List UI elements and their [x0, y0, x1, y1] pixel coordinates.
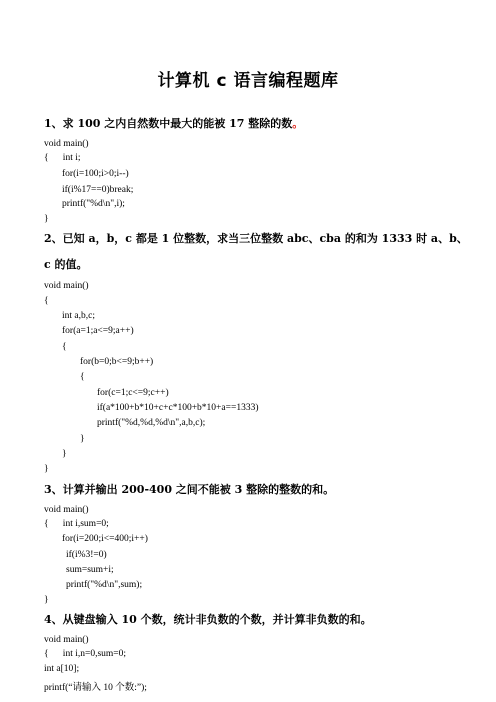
question-2-line-1: 2、已知 a，b，c 都是 1 位整数，求当三位整数 abc、cba 的和为 1333 时 a、b、 — [44, 232, 468, 245]
question-1-text: 1、求 100 之内自然数中最大的能被 17 整除的数 — [44, 117, 293, 130]
code-3-line-7: } — [44, 595, 49, 605]
code-2-line-11: } — [80, 434, 85, 444]
code-1-line-2: { int i; — [44, 153, 81, 163]
code-2-line-1: void main() — [44, 281, 89, 291]
code-2-line-5: { — [62, 342, 67, 352]
code-1-line-1: void main() — [44, 139, 89, 149]
code-3-line-3: for(i=200;i<=400;i++) — [62, 534, 148, 544]
code-3-line-4: if(i%3!=0) — [66, 550, 107, 560]
code-3-line-5: sum=sum+i; — [66, 565, 114, 575]
document-title: 计算机 c 语言编程题库 — [157, 71, 339, 91]
code-4-line-2: { int i,n=0,sum=0; — [44, 649, 127, 659]
code-3-line-1: void main() — [44, 505, 89, 515]
code-2-line-3: int a,b,c; — [62, 311, 95, 321]
code-4-line-4: printf(“请输入 10 个数:”); — [44, 683, 147, 693]
code-2-line-7: { — [80, 372, 85, 382]
code-4-line-1: void main() — [44, 635, 89, 645]
code-2-line-8: for(c=1;c<=9;c++) — [97, 388, 169, 398]
code-1-line-4: if(i%17==0)break; — [62, 185, 134, 195]
question-2-line-2: c 的值。 — [44, 258, 88, 271]
question-3: 3、计算并输出 200-400 之间不能被 3 整除的整数的和。 — [44, 483, 335, 496]
code-4-line-3: int a[10]; — [44, 664, 80, 674]
question-1 — [44, 115, 303, 131]
code-1-line-5: printf("%d\n",i); — [62, 199, 125, 209]
code-2-line-13: } — [44, 464, 49, 474]
code-1-line-3: for(i=100;i>0;i--) — [62, 169, 129, 179]
code-2-line-12: } — [62, 449, 67, 459]
question-1-red-period: 。 — [292, 117, 304, 130]
code-3-line-6: printf("%d\n",sum); — [66, 580, 143, 590]
question-4: 4、从键盘输入 10 个数，统计非负数的个数，并计算非负数的和。 — [44, 613, 372, 626]
code-2-line-6: for(b=0;b<=9;b++) — [80, 357, 154, 367]
code-2-line-9: if(a*100+b*10+c+c*100+b*10+a==1333) — [97, 403, 259, 413]
code-2-line-2: { — [44, 296, 49, 306]
code-2-line-10: printf("%d,%d,%d\n",a,b,c); — [97, 418, 206, 428]
code-3-line-2: { int i,sum=0; — [44, 519, 109, 529]
code-1-line-6: } — [44, 214, 49, 224]
code-2-line-4: for(a=1;a<=9;a++) — [62, 326, 134, 336]
